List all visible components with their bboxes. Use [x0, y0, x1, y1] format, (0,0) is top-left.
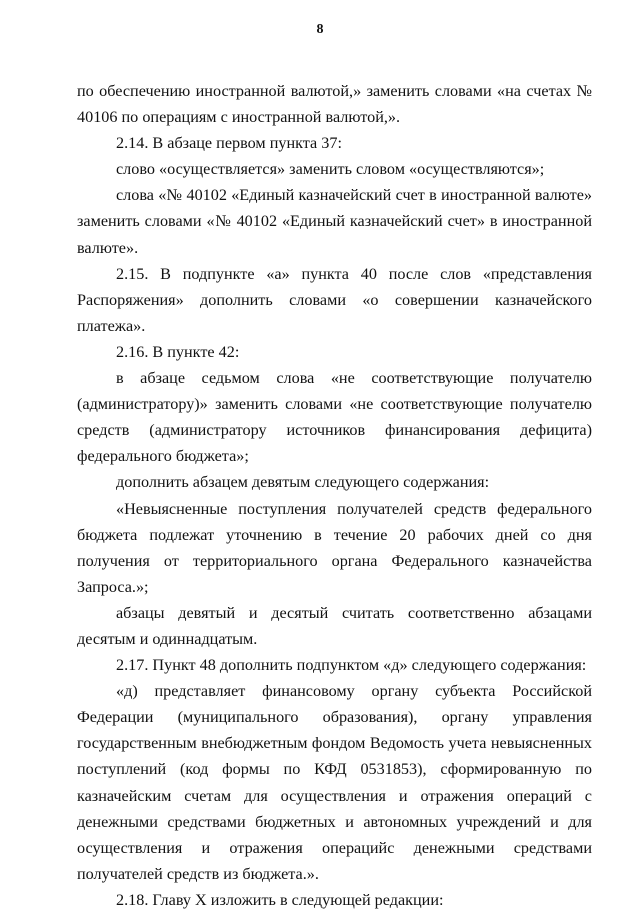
document-body [77, 78, 592, 913]
paragraph: слово «осуществляется» заменить словом «осуществляются»; [116, 160, 545, 179]
paragraph: абзацы девятый и десятый считать соответственно абзацами десятым и одиннадцатым. [77, 603, 592, 648]
paragraph: 2.16. В пункте 42: [116, 342, 240, 361]
paragraph: 2.15. В подпункте «а» пункта 40 после слов «представления Распоряжения» дополнить словами «о совершении казначейского платежа». [77, 264, 592, 335]
paragraph: «Невыясненные поступления получателей средств федерального бюджета подлежат уточнению в течение 20 рабочих дней со дня получения от территориального органа Федерального казначейства Запроса.»; [77, 499, 592, 596]
paragraph: 2.17. Пункт 48 дополнить подпунктом «д» следующего содержания: [116, 656, 587, 675]
paragraph: дополнить абзацем девятым следующего содержания: [116, 473, 490, 492]
paragraph: 2.18. Главу X изложить в следующей редакции: [116, 890, 444, 909]
page-number: 8 [316, 22, 324, 37]
paragraph: по обеспечению иностранной валютой,» заменить словами «на счетах № 40106 по операциям с иностранной валютой,». [77, 82, 592, 127]
paragraph: «д) представляет финансовому органу субъекта Российской Федерации (муниципального образования), органу управления государственным внебюджетным фондом Ведомость учета невыясненных поступлений (код формы по КФД 0531853), сформированную по казначейским счетам для осуществления и отражения операций с денежными средствами бюджетных и автономных учреждений и для осуществления и отражения операцийс денежными средствами получателей средств из бюджета.». [77, 682, 592, 883]
paragraph: 2.14. В абзаце первом пункта 37: [116, 134, 342, 153]
paragraph: в абзаце седьмом слова «не соответствующие получателю (администратору)» заменить словами «не соответствующие получателю средств (администратору источников финансирования дефицита) федерального бюджета»; [77, 369, 592, 466]
paragraph: слова «№ 40102 «Единый казначейский счет в иностранной валюте» заменить словами «№ 40102 «Единый казначейский счет» в иностранной валюте». [77, 186, 592, 257]
